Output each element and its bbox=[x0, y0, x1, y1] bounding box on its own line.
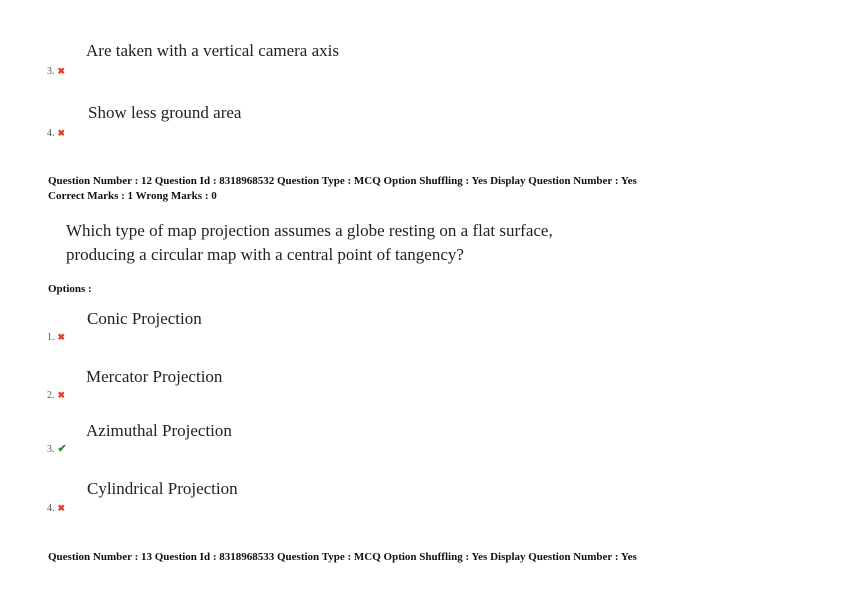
option-marker bbox=[47, 61, 65, 79]
option-marker bbox=[47, 439, 67, 457]
option-number: 4. bbox=[47, 128, 55, 139]
question-text: Which type of map projection assumes a globe resting on a flat surface, producing a circular map with a central point of tangency? bbox=[66, 221, 553, 264]
check-icon: ✔ bbox=[57, 443, 67, 455]
option-marker bbox=[47, 123, 65, 141]
option-number: 1. bbox=[47, 332, 55, 343]
option-text: Azimuthal Projection bbox=[86, 421, 232, 440]
question-meta: Question Number : 12 Question Id : 8318968532 Question Type : MCQ Option Shuffling : Yes Display Question Number : Yes bbox=[48, 175, 637, 187]
option-marker bbox=[47, 327, 65, 345]
option-number: 2. bbox=[47, 390, 55, 401]
question-meta: Question Number : 13 Question Id : 8318968533 Question Type : MCQ Option Shuffling : Yes Display Question Number : Yes bbox=[48, 551, 637, 563]
option-text: Are taken with a vertical camera axis bbox=[86, 41, 339, 60]
option-text: Conic Projection bbox=[87, 309, 202, 328]
option-number: 4. bbox=[47, 503, 55, 514]
option-number: 3. bbox=[47, 444, 55, 455]
question-marks: Correct Marks : 1 Wrong Marks : 0 bbox=[48, 190, 217, 202]
option-text: Mercator Projection bbox=[86, 367, 223, 386]
wrong-icon: ✖ bbox=[57, 503, 66, 513]
option-number: 3. bbox=[47, 66, 55, 77]
option-text: Show less ground area bbox=[88, 103, 242, 122]
option-marker bbox=[47, 498, 65, 516]
wrong-icon: ✖ bbox=[57, 128, 66, 138]
wrong-icon: ✖ bbox=[57, 390, 66, 400]
wrong-icon: ✖ bbox=[57, 332, 66, 342]
option-text: Cylindrical Projection bbox=[87, 479, 238, 498]
option-marker bbox=[47, 385, 65, 403]
wrong-icon: ✖ bbox=[57, 66, 66, 76]
options-label: Options : bbox=[48, 283, 92, 295]
